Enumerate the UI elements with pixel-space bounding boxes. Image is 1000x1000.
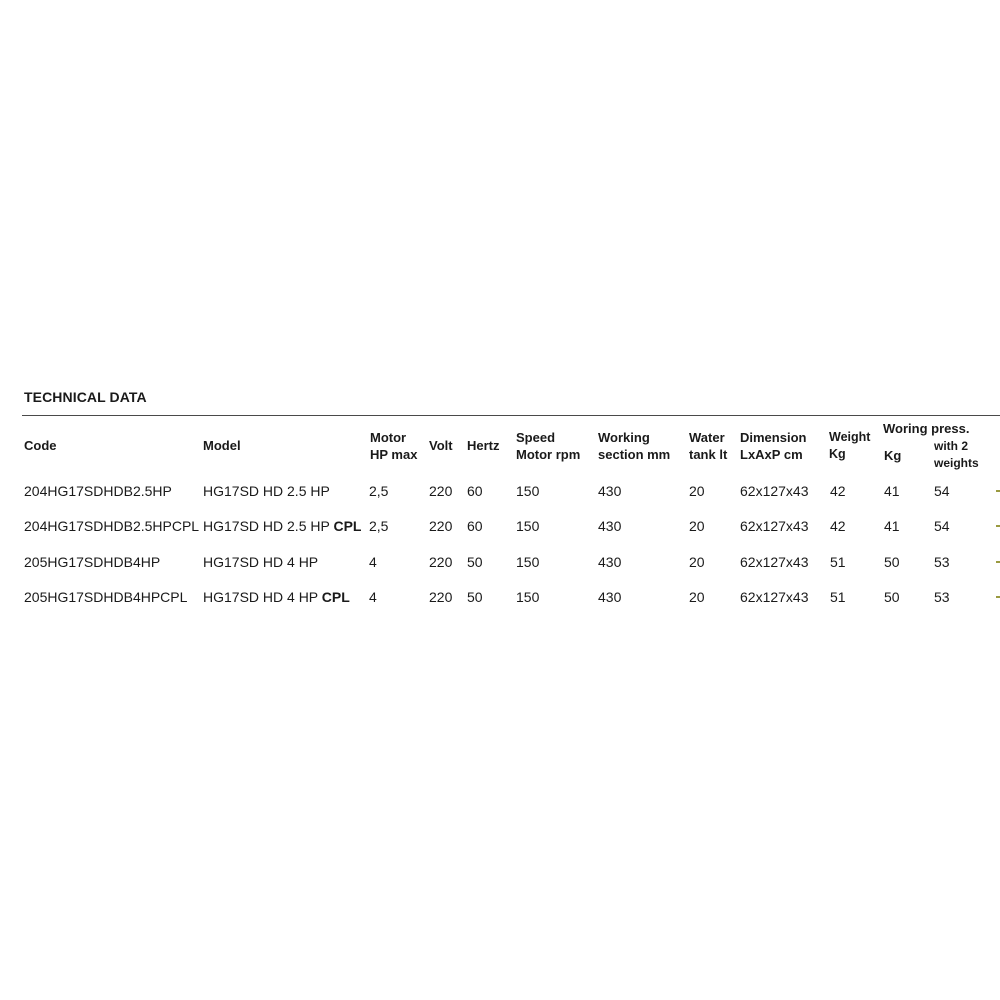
cell-hertz: 50	[467, 589, 483, 605]
cell-press-kg: 41	[884, 483, 900, 499]
cell-model-suffix: CPL	[321, 589, 350, 605]
cell-water: 20	[689, 589, 705, 605]
row-marker	[996, 561, 1000, 563]
header-dimension-line1: Dimension	[740, 430, 807, 445]
cell-motor: 4	[369, 554, 377, 570]
section-title: TECHNICAL DATA	[24, 389, 147, 405]
header-water	[689, 429, 727, 463]
cell-code: 204HG17SDHDB2.5HP	[24, 483, 172, 499]
cell-speed: 150	[516, 554, 540, 570]
cell-speed: 150	[516, 518, 540, 534]
header-working-line2: section mm	[598, 447, 671, 462]
cell-model-text: HG17SD HD 4 HP	[203, 554, 319, 570]
cell-code: 205HG17SDHDB4HPCPL	[24, 589, 188, 605]
header-pressure-kg: Kg	[884, 448, 902, 463]
cell-working: 430	[598, 483, 622, 499]
cell-water: 20	[689, 554, 705, 570]
cell-code: 205HG17SDHDB4HP	[24, 554, 161, 570]
cell-volt: 220	[429, 518, 453, 534]
header-weight-line2: Kg	[829, 447, 846, 461]
cell-model	[203, 482, 330, 500]
cell-press-kg: 50	[884, 554, 900, 570]
cell-hertz: 60	[467, 483, 483, 499]
cell-dimension: 62x127x43	[740, 589, 809, 605]
cell-press-kg: 41	[884, 518, 900, 534]
header-model: Model	[203, 438, 241, 453]
header-water-line1: Water	[689, 430, 725, 445]
cell-motor: 2,5	[369, 483, 389, 499]
header-hertz: Hertz	[467, 438, 500, 453]
row-marker	[996, 490, 1000, 492]
cell-model	[203, 517, 361, 535]
cell-motor: 2,5	[369, 518, 389, 534]
header-motor-line1: Motor	[370, 430, 407, 445]
cell-weight: 42	[830, 483, 846, 499]
cell-working: 430	[598, 518, 622, 534]
cell-volt: 220	[429, 589, 453, 605]
header-weight	[829, 429, 870, 463]
header-water-line2: tank lt	[689, 447, 728, 462]
cell-working: 430	[598, 554, 622, 570]
header-motor-line2: HP max	[370, 447, 418, 462]
cell-speed: 150	[516, 589, 540, 605]
cell-weight: 42	[830, 518, 846, 534]
cell-model	[203, 588, 350, 606]
row-marker	[996, 525, 1000, 527]
cell-working: 430	[598, 589, 622, 605]
cell-dimension: 62x127x43	[740, 518, 809, 534]
header-divider	[22, 415, 1000, 416]
cell-model-text: HG17SD HD 2.5 HP	[203, 518, 330, 534]
cell-model	[203, 553, 318, 571]
cell-press-kg: 50	[884, 589, 900, 605]
row-marker	[996, 596, 1000, 598]
header-speed	[516, 429, 580, 463]
cell-code: 204HG17SDHDB2.5HPCPL	[24, 518, 200, 534]
header-speed-line2: Motor rpm	[516, 447, 581, 462]
cell-motor: 4	[369, 589, 377, 605]
header-dimension-line2: LxAxP cm	[740, 447, 803, 462]
cell-hertz: 50	[467, 554, 483, 570]
header-pressure-weights	[934, 438, 979, 472]
cell-press-weights: 54	[934, 518, 950, 534]
cell-volt: 220	[429, 554, 453, 570]
header-pressure-weights-line1: with 2	[934, 439, 969, 453]
header-motor	[370, 429, 417, 463]
header-pressure-weights-line2: weights	[934, 456, 979, 470]
header-dimension	[740, 429, 806, 463]
header-code: Code	[24, 438, 57, 453]
cell-press-weights: 54	[934, 483, 950, 499]
cell-dimension: 62x127x43	[740, 483, 809, 499]
header-weight-line1: Weight	[829, 430, 871, 444]
header-working-line1: Working	[598, 430, 650, 445]
header-working	[598, 429, 670, 463]
header-speed-line1: Speed	[516, 430, 556, 445]
cell-speed: 150	[516, 483, 540, 499]
cell-volt: 220	[429, 483, 453, 499]
cell-press-weights: 53	[934, 589, 950, 605]
header-volt: Volt	[429, 438, 453, 453]
cell-model-text: HG17SD HD 4 HP	[203, 589, 318, 605]
cell-hertz: 60	[467, 518, 483, 534]
header-pressure-group: Woring press.	[883, 421, 970, 436]
cell-water: 20	[689, 483, 705, 499]
cell-model-text: HG17SD HD 2.5 HP	[203, 483, 330, 499]
cell-weight: 51	[830, 589, 846, 605]
cell-water: 20	[689, 518, 705, 534]
cell-model-suffix: CPL	[333, 518, 362, 534]
cell-weight: 51	[830, 554, 846, 570]
cell-dimension: 62x127x43	[740, 554, 809, 570]
cell-press-weights: 53	[934, 554, 950, 570]
